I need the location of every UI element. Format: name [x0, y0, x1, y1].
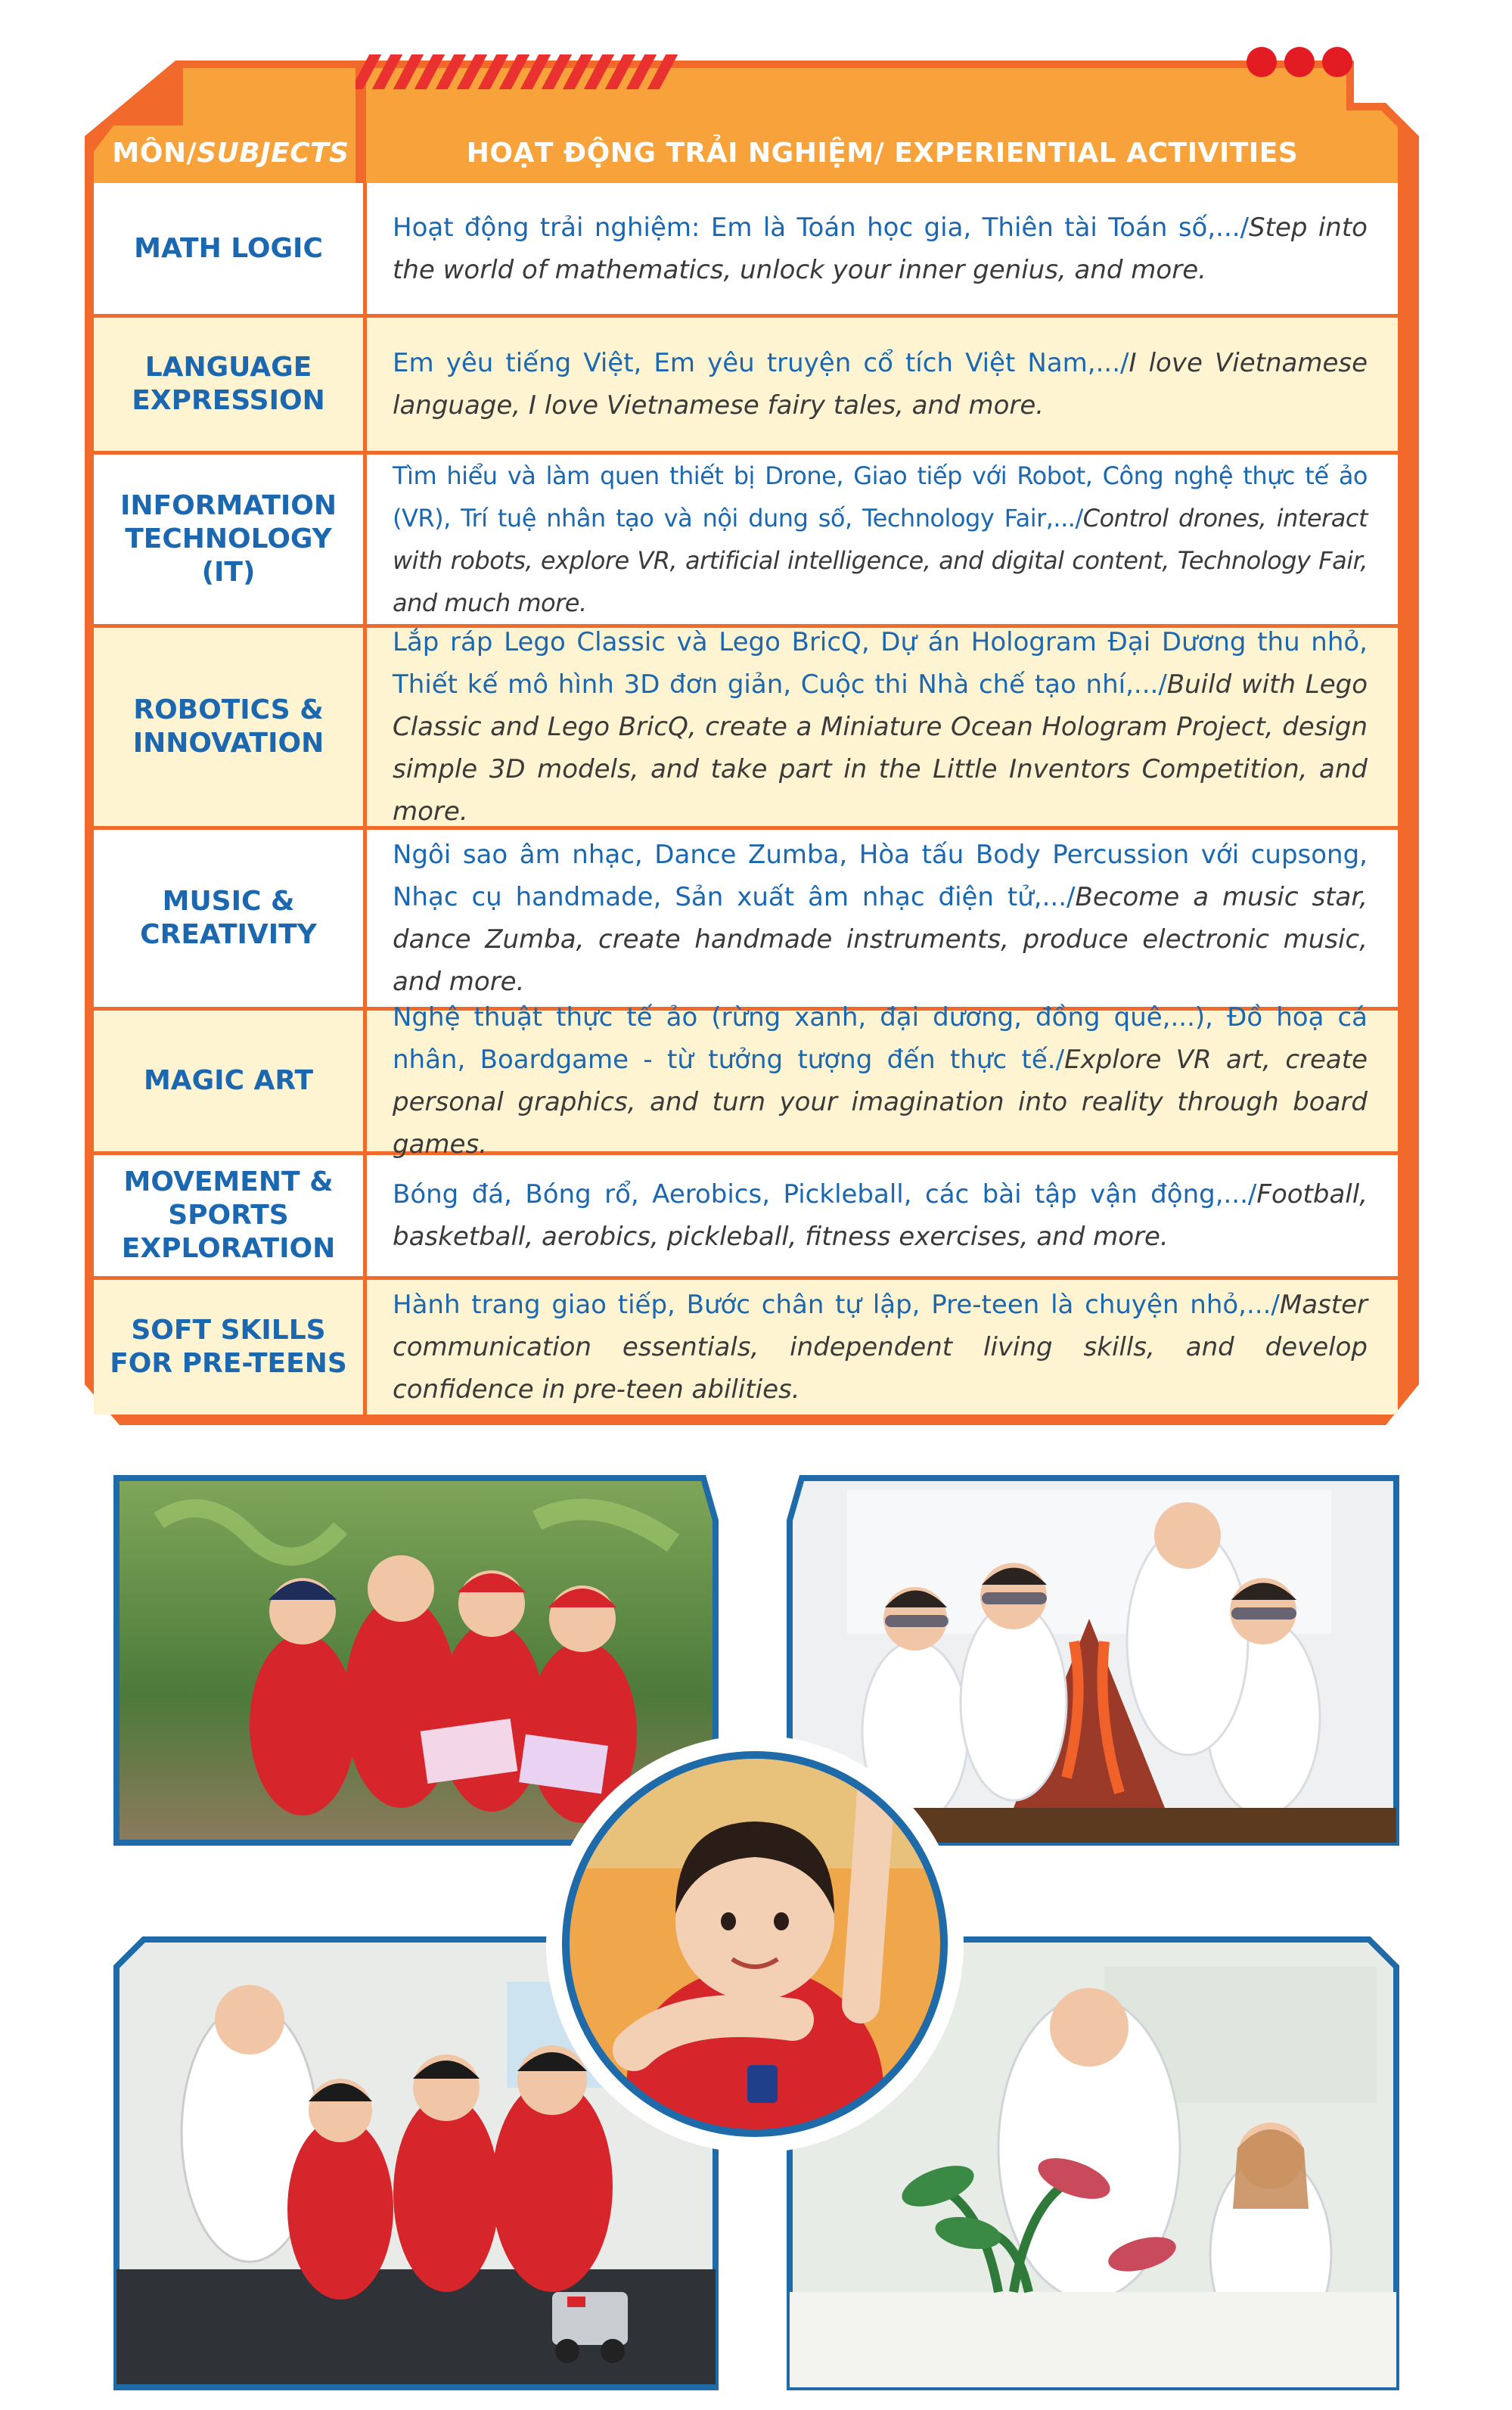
activity-vi-text: Lắp ráp Lego Classic và Lego BricQ, Dự án Hologram Đại Dương thu nhỏ, Thiết kế mô hình 3D đơn giản, Cuộc thi Nhà chế tạo nhí,.../ — [393, 627, 1368, 700]
activity-language-expression — [367, 318, 1398, 451]
subject-soft-skills: SOFT SKILLS FOR PRE-TEENS — [110, 1315, 347, 1379]
subject-information-technology: INFORMATION TECHNOLOGY (IT) — [120, 490, 337, 588]
activity-en-text: Build with Lego Classic and Lego BricQ, create a Miniature Ocean Hologram Project, design simple 3D models, and take part in the Little Inventors Competition, and more. — [393, 669, 1368, 827]
activity-information-technology — [367, 455, 1398, 624]
dot-icon — [1284, 47, 1315, 77]
subject-header-vi: MÔN/ — [112, 137, 197, 169]
subject-language-expression: LANGUAGE EXPRESSION — [132, 352, 325, 416]
activity-en-text: Become a music star, dance Zumba, create handmade instruments, produce electronic music, and more. — [393, 882, 1368, 997]
activity-en-text: I love Vietnamese language, I love Vietnamese fairy tales, and more. — [393, 348, 1368, 421]
subject-column-header — [98, 123, 363, 183]
activity-vi-text: Em yêu tiếng Việt, Em yêu truyện cổ tích Việt Nam,.../ — [393, 348, 1129, 378]
activity-en-text: Master communication essentials, independent living skills, and develop confidence in pre-teen abilities. — [393, 1290, 1368, 1405]
activity-magic-art — [367, 1002, 1398, 1160]
activity-en-text: Explore VR art, create personal graphics, and turn your imagination into reality through board games. — [393, 1045, 1368, 1160]
subject-math-logic: MATH LOGIC — [134, 232, 323, 264]
subject-robotics-innovation: ROBOTICS & INNOVATION — [132, 694, 324, 759]
decorative-dots — [1247, 47, 1360, 80]
activity-movement-sports — [367, 1155, 1398, 1276]
activity-vi-text: Hành trang giao tiếp, Bước chân tự lập, Pre-teen là chuyện nhỏ,.../ — [393, 1290, 1280, 1320]
activity-column-header: HOẠT ĐỘNG TRẢI NGHIỆM/ EXPERIENTIAL ACTIVITIES — [466, 137, 1299, 169]
subject-music-creativity: MUSIC & CREATIVITY — [140, 886, 317, 950]
subject-magic-art: MAGIC ART — [143, 1065, 314, 1096]
activity-vi-text: Nghệ thuật thực tế ảo (rừng xanh, đại dương, đồng quê,...), Đồ hoạ cá nhân, Boardgame - từ tưởng tượng đến thực tế./ — [393, 1002, 1368, 1075]
activity-vi-text: Tìm hiểu và làm quen thiết bị Drone, Giao tiếp với Robot, Công nghệ thực tế ảo (VR), Trí tuệ nhân tạo và nội dung số, Technology Fair,.../ — [393, 461, 1368, 533]
subject-header-en: SUBJECTS — [197, 137, 349, 169]
activity-en-text: Football, basketball, aerobics, pickleball, fitness exercises, and more. — [393, 1179, 1368, 1252]
activity-music-creativity — [367, 830, 1398, 1007]
activity-vi-text: Hoạt động trải nghiệm: Em là Toán học gia, Thiên tài Toán số,.../ — [393, 212, 1250, 243]
activity-robotics-innovation — [367, 628, 1398, 826]
activity-math-logic — [367, 183, 1398, 314]
activity-soft-skills — [367, 1280, 1398, 1415]
activity-vi-text: Ngôi sao âm nhạc, Dance Zumba, Hòa tấu Body Percussion với cupsong, Nhạc cụ handmade, Sản xuất âm nhạc điện tử,.../ — [393, 840, 1368, 912]
decorative-stripes — [355, 54, 681, 89]
photo-girl-circle — [543, 1732, 967, 2156]
activity-en-text: Step into the world of mathematics, unlock your inner genius, and more. — [393, 212, 1368, 285]
activity-en-text: Control drones, interact with robots, explore VR, artificial intelligence, and digital content, Technology Fair, and much more. — [393, 504, 1368, 617]
dot-icon — [1322, 47, 1352, 77]
subject-movement-sports: MOVEMENT & SPORTS EXPLORATION — [121, 1166, 336, 1264]
dot-icon — [1247, 47, 1277, 77]
activity-vi-text: Bóng đá, Bóng rổ, Aerobics, Pickleball, các bài tập vận động,.../ — [393, 1179, 1257, 1210]
